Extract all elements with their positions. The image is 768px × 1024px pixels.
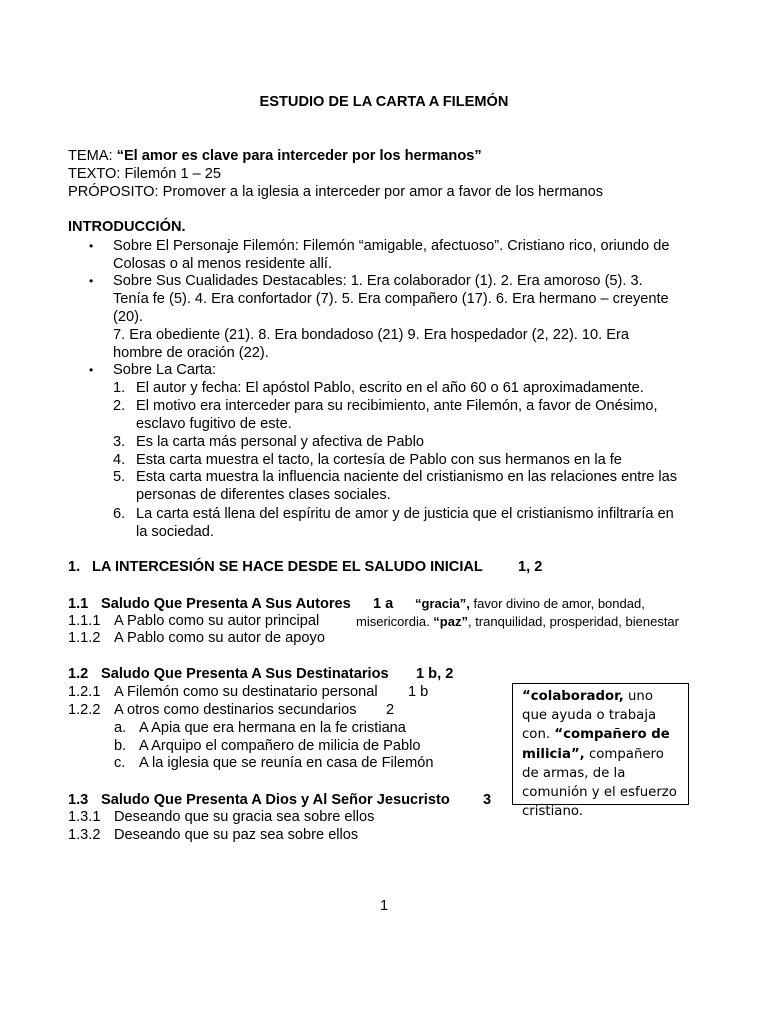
carta-item-text: Esta carta muestra la influencia naciente del cristianismo en las relaciones entre las (136, 469, 678, 485)
intro-bullet-1-line: Sobre El Personaje Filemón: Filemón “amigable, afectuoso”. Cristiano rico, oriundo de (113, 238, 670, 254)
s12-sub-letter: b. (114, 738, 127, 754)
gracia-definition: favor divino de amor, bondad, (469, 596, 645, 611)
s11-item: A Pablo como su autor principal (114, 613, 320, 629)
tema-label: TEMA: (68, 148, 117, 164)
s11-note-line-1 (415, 595, 645, 613)
carta-item-num: 6. (113, 506, 126, 522)
section-1-heading: LA INTERCESIÓN SE HACE DESDE EL SALUDO INICIAL (92, 559, 483, 575)
s13-item: Deseando que su paz sea sobre ellos (114, 827, 359, 843)
s11-item-num: 1.1.1 (68, 613, 101, 629)
tema-value: “El amor es clave para interceder por los hermanos” (116, 148, 482, 164)
s13-item-num: 1.3.1 (68, 809, 101, 825)
s12-sub-letter: c. (114, 755, 126, 771)
carta-item-text: la sociedad. (136, 524, 214, 540)
page-number: 1 (379, 898, 389, 914)
s12-item-num: 1.2.1 (68, 684, 101, 700)
s12-ref: 1 b, 2 (416, 666, 454, 682)
texto-line: TEXTO: Filemón 1 – 25 (68, 166, 222, 182)
intro-bullet-2-line: Sobre Sus Cualidades Destacables: 1. Era colaborador (1). 2. Era amoroso (5). 3. (113, 273, 643, 289)
document-title: ESTUDIO DE LA CARTA A FILEMÓN (259, 94, 509, 110)
s11-heading: Saludo Que Presenta A Sus Autores (101, 596, 351, 612)
carta-item-num: 4. (113, 452, 126, 468)
carta-item-text: El motivo era interceder para su recibimiento, ante Filemón, a favor de Onésimo, (136, 398, 658, 414)
carta-item-num: 1. (113, 380, 126, 396)
carta-item-text: El autor y fecha: El apóstol Pablo, escrito en el año 60 o 61 aproximadamente. (136, 380, 644, 396)
bullet-marker: • (89, 274, 94, 288)
s12-sub-item: A Apia que era hermana en la fe cristiana (139, 720, 406, 736)
paz-term: “paz” (433, 614, 468, 629)
s12-heading: Saludo Que Presenta A Sus Destinatarios (101, 666, 389, 682)
s13-heading: Saludo Que Presenta A Dios y Al Señor Jesucristo (101, 792, 450, 808)
carta-item-num: 5. (113, 469, 126, 485)
s12-item: A otros como destinarios secundarios (114, 702, 357, 718)
companero-term: “compañero de milicia”, (522, 727, 670, 762)
proposito-line: PRÓPOSITO: Promover a la iglesia a interceder por amor a favor de los hermanos (68, 184, 604, 200)
carta-item-num: 2. (113, 398, 126, 414)
note-text: misericordia. (356, 614, 434, 629)
s11-note-line-2 (356, 613, 679, 631)
s13-item-num: 1.3.2 (68, 827, 101, 843)
intro-bullet-2-line: 7. Era obediente (21). 8. Era bondadoso (21) 9. Era hospedador (2, 22). 10. Era (113, 327, 629, 343)
tema-line (68, 147, 482, 165)
carta-item-num: 3. (113, 434, 126, 450)
s11-num: 1.1 (68, 596, 89, 612)
s11-item: A Pablo como su autor de apoyo (114, 630, 325, 646)
intro-bullet-1-line: Colosas o al menos residente allí. (113, 256, 333, 272)
s12-item-ref: 1 b (408, 684, 429, 700)
s13-item: Deseando que su gracia sea sobre ellos (114, 809, 375, 825)
intro-bullet-3: Sobre La Carta: (113, 362, 217, 378)
intro-bullet-2-line: hombre de oración (22). (113, 345, 269, 361)
intro-heading: INTRODUCCIÓN. (68, 219, 186, 235)
carta-item-text: personas de diferentes clases sociales. (136, 487, 391, 503)
gracia-term: “gracia”, (415, 596, 470, 611)
section-1-num: 1. (68, 559, 81, 575)
bullet-marker: • (89, 239, 94, 253)
s12-sub-letter: a. (114, 720, 127, 736)
s12-item: A Filemón como su destinatario personal (114, 684, 378, 700)
bullet-marker: • (89, 363, 94, 377)
colaborador-definition: uno que ayuda o trabaja con. (522, 689, 657, 743)
s11-item-num: 1.1.2 (68, 630, 101, 646)
s13-ref: 3 (483, 792, 492, 808)
s12-item-ref: 2 (386, 702, 395, 718)
intro-bullet-2-line: Tenía fe (5). 4. Era confortador (7). 5. Era compañero (17). 6. Era hermano – creyente (113, 291, 669, 307)
definition-text-box (512, 683, 689, 820)
colaborador-term: “colaborador, (522, 689, 624, 704)
intro-bullet-2-line: (20). (113, 309, 144, 325)
companero-definition: compañero de armas, de la comunión y el esfuerzo cristiano. (522, 746, 677, 820)
paz-definition: , tranquilidad, prosperidad, bienestar (467, 614, 679, 629)
s12-num: 1.2 (68, 666, 89, 682)
s11-ref: 1 a (373, 596, 394, 612)
s13-num: 1.3 (68, 792, 89, 808)
s12-sub-item: A Arquipo el compañero de milicia de Pablo (139, 738, 421, 754)
carta-item-text: esclavo fugitivo de este. (136, 416, 292, 432)
carta-item-text: Esta carta muestra el tacto, la cortesía de Pablo con sus hermanos en la fe (136, 452, 622, 468)
s12-sub-item: A la iglesia que se reunía en casa de Filemón (139, 755, 434, 771)
section-1-ref: 1, 2 (518, 559, 543, 575)
carta-item-text: La carta está llena del espíritu de amor y de justicia que el cristianismo infiltraría en (136, 506, 674, 522)
carta-item-text: Es la carta más personal y afectiva de Pablo (136, 434, 424, 450)
s12-item-num: 1.2.2 (68, 702, 101, 718)
